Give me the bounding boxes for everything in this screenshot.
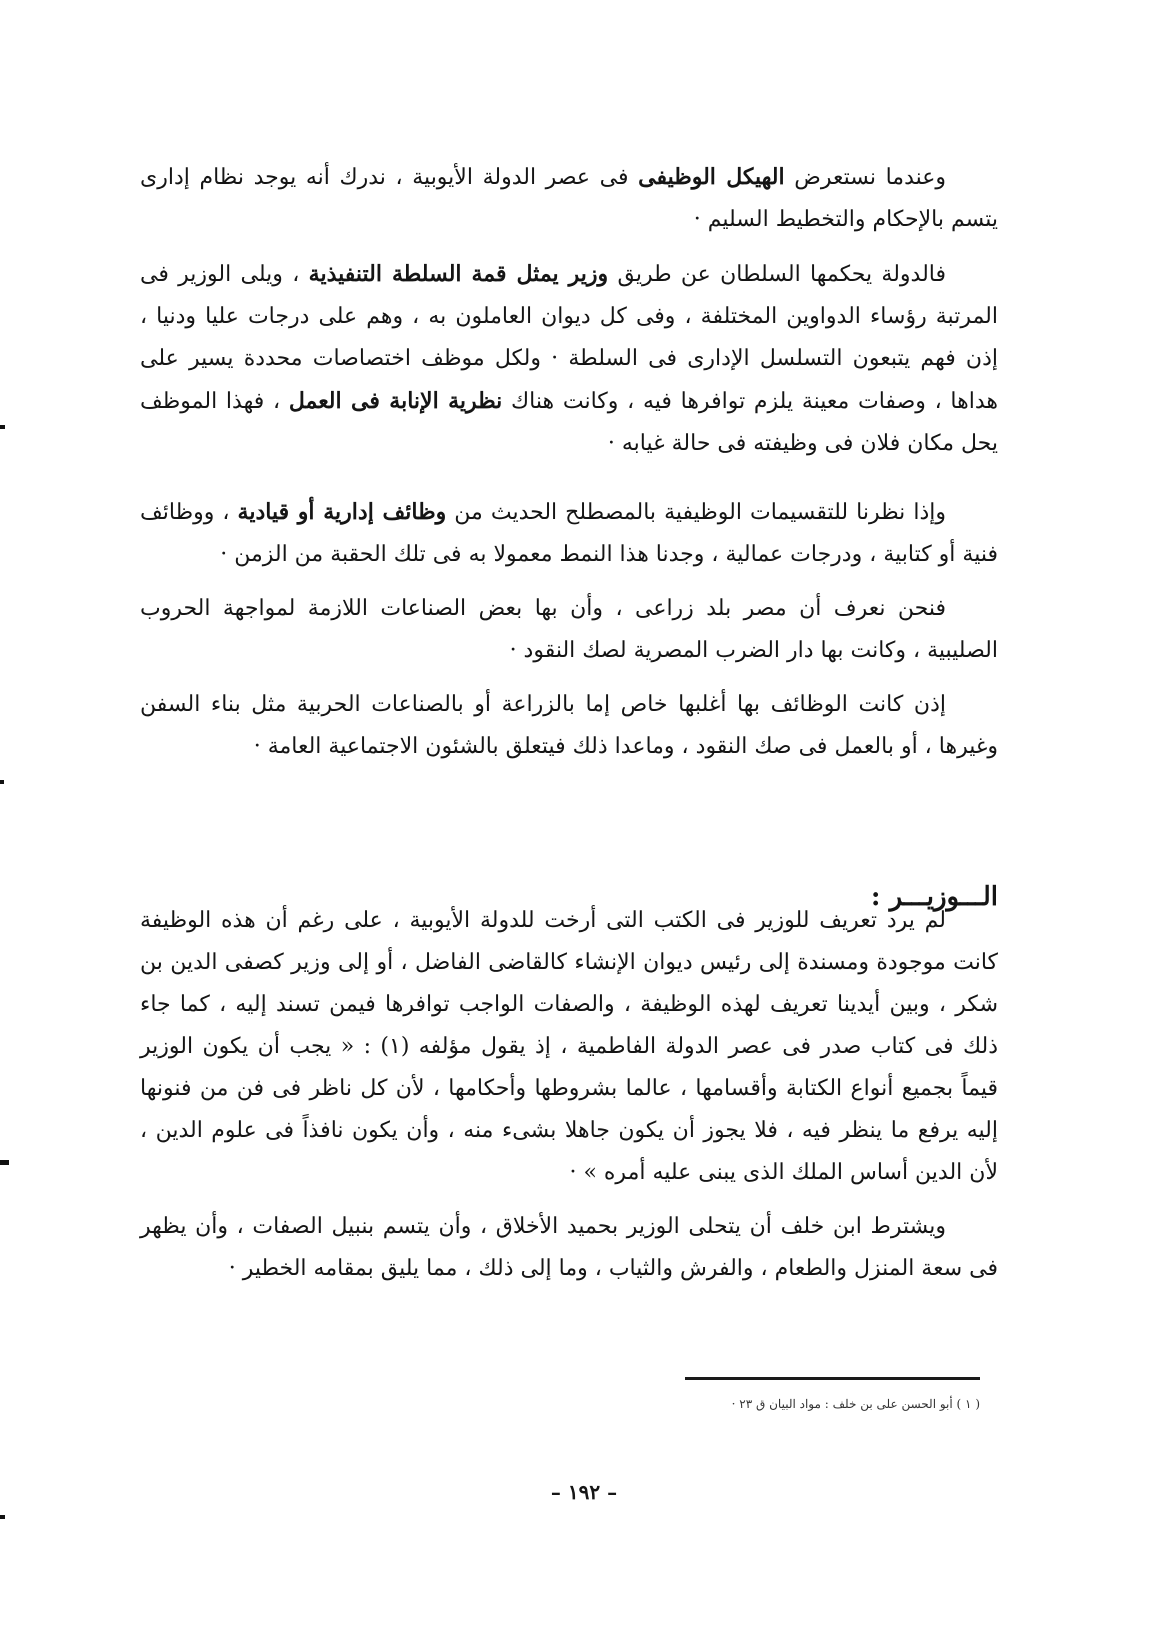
paragraph-egypt-agriculture: فنحن نعرف أن مصر بلد زراعى ، وأن بها بعض الصناعات اللازمة لمواجهة الحروب الصليبية ، وكانت بها دار الضرب المصرية لصك النقود · (140, 596, 998, 663)
text-run: وإذا نظرنا للتقسيمات الوظيفية بالمصطلح الحديث من (446, 500, 946, 525)
bold-term: وزير يمثل قمة السلطة التنفيذية (308, 261, 609, 287)
text-run: وعندما نستعرض (784, 165, 947, 190)
text-run: فالدولة يحكمها السلطان عن طريق (608, 262, 946, 287)
footnote-divider (685, 1377, 980, 1380)
paragraph-vizier-definition: لم يرد تعريف للوزير فى الكتب التى أرخت للدولة الأيوبية ، على رغم أن هذه الوظيفة كانت موجودة ومسندة إلى رئيس ديوان الإنشاء كالقاضى الفاضل ، أو إلى وزير كصفى الدين بن شكر ، وبين أيدينا تعريف لهذه الوظيفة ، والصفات الواجب توافرها فيمن تسند إليه ، كما جاء ذلك فى كتاب صدر فى عصر الدولة الفاطمية ، إذ يقول مؤلفه (١) : « يجب أن يكون الوزير قيماً بجميع أنواع الكتابة وأقسامها ، عالما بشروطها وأحكامها ، لأن كل ناظر فى فن من فنونها إليه يرفع ما ينظر فيه ، فلا يجوز أن يكون جاهلا بشىء منه ، وأن يكون نافذاً فى علوم الدين ، لأن الدين أساس الملك الذى يبنى عليه أمره » · (140, 908, 998, 1185)
text-run: ، ووظائف فنية أو كتابية ، ودرجات عمالية ، وجدنا هذا النمط معمولا به فى تلك الحقبة من الزمن · (140, 500, 998, 567)
bold-term: نظرية الإنابة فى العمل (288, 388, 503, 414)
page-number: – ١٩٢ – (550, 1480, 618, 1504)
paragraph-job-divisions (140, 491, 998, 576)
scan-edge-mark (0, 780, 4, 784)
paragraph-executive-authority (140, 253, 998, 465)
text-run: فى عصر الدولة الأيوبية ، ندرك أنه يوجد نظام إدارى يتسم بالإحكام والتخطيط السليم · (140, 165, 998, 232)
introduction-text (140, 156, 998, 780)
paragraph-jobs-summary: إذن كانت الوظائف بها أغلبها خاص إما بالزراعة أو بالصناعات الحربية مثل بناء السفن وغيرها ، أو بالعمل فى صك النقود ، وماعدا ذلك فيتعلق بالشئون الاجتماعية العامة · (140, 692, 998, 759)
text-run: ، فهذا الموظف يحل مكان فلان فى وظيفته فى حالة غيابه · (140, 389, 998, 456)
scan-edge-mark (0, 425, 5, 429)
bold-term: الهيكل الوظيفى (638, 164, 785, 190)
scan-edge-mark (0, 1160, 9, 1165)
scan-edge-mark (0, 1515, 5, 1519)
text-run: ، ويلى الوزير فى المرتبة رؤساء الدواوين المختلفة ، وفى كل ديوان العاملون به ، وهم على درجات عليا ودنيا ، إذن فهم يتبعون التسلسل الإدارى فى السلطة · ولكل موظف اختصاصات محددة يسير على هداها ، وصفات معينة يلزم توافرها فيه ، وكانت هناك (140, 262, 999, 414)
paragraph-vizier-conditions: ويشترط ابن خلف أن يتحلى الوزير بحميد الأخلاق ، وأن يتسم بنبيل الصفات ، وأن يظهر فى سعة المنزل والطعام ، والفرش والثياب ، وما إلى ذلك ، مما يليق بمقامه الخطير · (140, 1214, 998, 1281)
bold-term: وظائف إدارية أو قيادية (237, 499, 447, 525)
vizier-section-text (140, 900, 998, 1302)
section-heading-vizier: الـــوزيـــر : (870, 882, 998, 912)
footnote: ( ١ ) أبو الحسن على بن خلف : مواد البيان ق ٢٣ · (731, 1397, 980, 1411)
paragraph-functional-structure (140, 156, 998, 241)
